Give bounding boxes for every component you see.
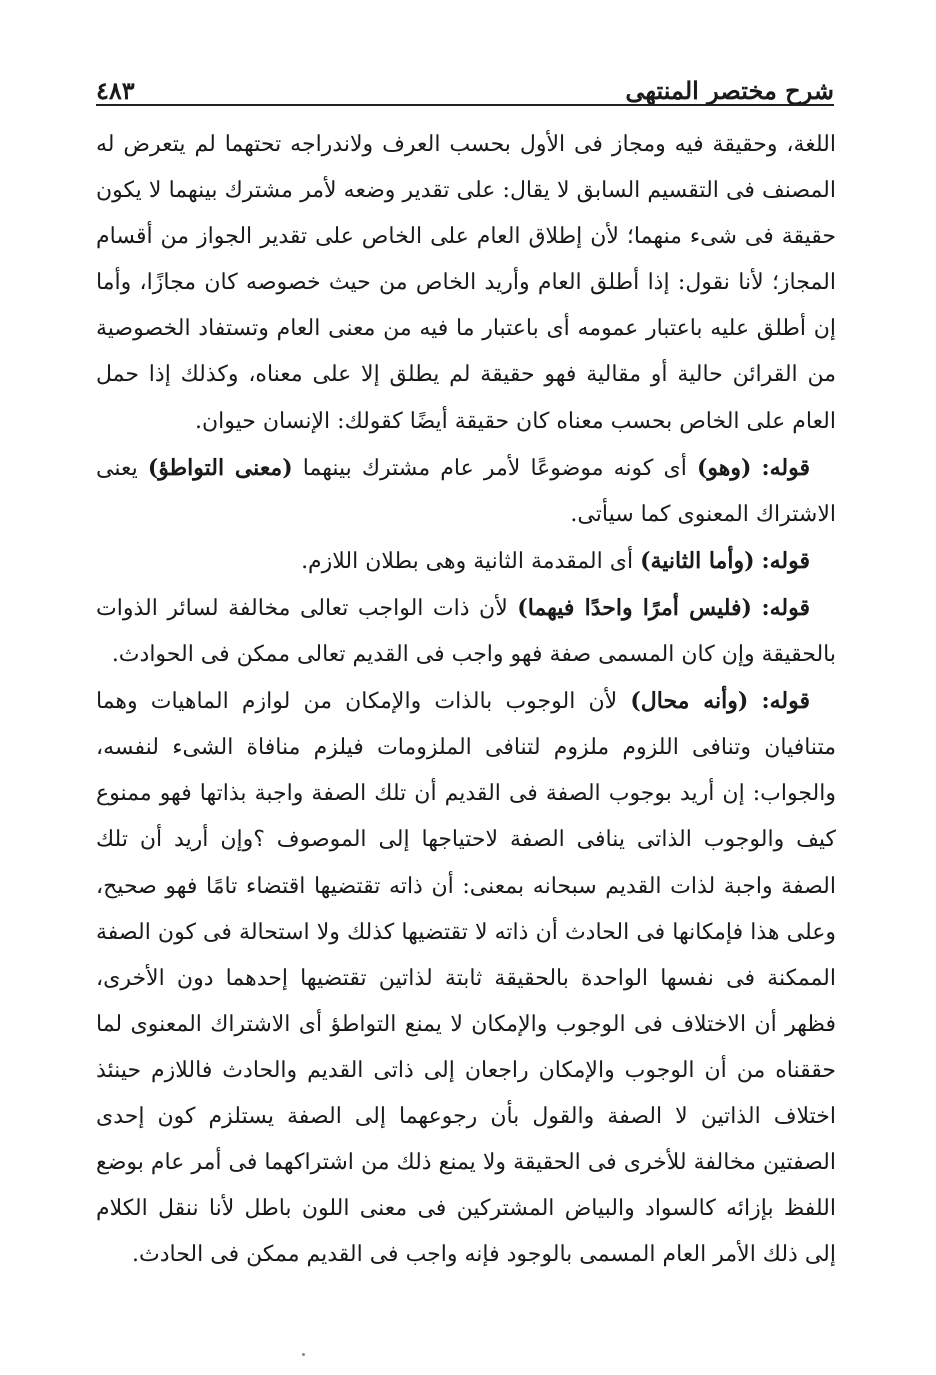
paragraph-commentary (96, 538, 836, 585)
paragraph-commentary (96, 445, 836, 538)
commentary-label: قوله: (761, 547, 810, 574)
paragraph-text: أى المقدمة الثانية وهى بطلان اللازم. (301, 548, 634, 574)
quoted-phrase: (وأما الثانية) (640, 547, 755, 574)
paragraph-text: اللغة، وحقيقة فيه ومجاز فى الأول بحسب العرف ولاندراجه تحتهما لم يتعرض له المصنف فى التقسيم السابق لا يقال: على تقدير وضعه لأمر مشترك بينهما لا يكون حقيقة فى شىء منهما؛ لأن إطلاق العام على الخاص على تقدير الجواز من أقسام المجاز؛ لأنا نقول: إذا أطلق العام وأريد الخاص من حيث خصوصه كان مجازًا، وأما إن أطلق عليه باعتبار عمومه أى باعتبار ما فيه من معنى العام وتستفاد الخصوصية من القرائن حالية أو مقالية فهو حقيقة لم يطلق إلا على معناه، وكذلك إذا حمل العام على الخاص بحسب معناه كان حقيقة أيضًا كقولك: الإنسان حيوان. (96, 132, 836, 434)
paragraph-commentary (96, 678, 836, 1278)
paragraph-text: أى كونه موضوعًا لأمر عام مشترك بينهما (302, 455, 687, 481)
paragraph-commentary (96, 585, 836, 678)
commentary-label: قوله: (761, 688, 811, 715)
footer-mark (302, 1353, 305, 1356)
paragraph-text: لأن ذات الواجب تعالى مخالفة لسائر الذوات بالحقيقة وإن كان المسمى صفة فهو واجب فى القديم تعالى ممكن فى الحوادث. (96, 595, 836, 668)
page-number: ٤٨٣ (96, 76, 135, 105)
paragraph-text: لأن الوجوب بالذات والإمكان من لوازم الماهيات وهما متنافيان وتنافى اللزوم ملزوم لتنافى الملزومات فيلزم منافاة الشىء لنفسه، والجواب: إن أريد بوجوب الصفة فى القديم أن تلك الصفة واجبة بذاتها فهو ممنوع كيف والوجوب الذاتى ينافى الصفة لاحتياجها إلى الموصوف ؟وإن أريد أن تلك الصفة واجبة لذات القديم سبحانه بمعنى: أن ذاته تقتضيها اقتضاء تامًا فهو صحيح، وعلى هذا فإمكانها فى الحادث أن ذاته لا تقتضيها كذلك ولا استحالة فى كون الصفة الممكنة فى نفسها الواحدة بالحقيقة ثابتة لذاتين تقتضيها إحدهما دون الأخرى، فظهر أن الاختلاف فى الوجوب والإمكان لا يمنع التواطؤ أى الاشتراك المعنوى لما حققناه من أن الوجوب والإمكان راجعان إلى ذاتى القديم والحادث فاللازم حينئذ اختلاف الذاتين لا الصفة والقول بأن رجوعهما إلى الصفة يستلزم كون إحدى الصفتين مخالفة للأخرى فى الحقيقة ولا يمنع ذلك من اشتراكهما فى أمر عام بوضع اللفظ بإزائه كالسواد والبياض المشتركين فى معنى اللون باطل لأنا ننقل الكلام إلى ذلك الأمر العام المسمى بالوجود فإنه واجب فى القديم ممكن فى الحادث. (96, 689, 836, 1268)
page-body (96, 122, 836, 1312)
running-title: شرح مختصر المنتهى (625, 76, 834, 105)
quoted-phrase: (وهو) (696, 454, 752, 481)
quoted-phrase: (وأنه محال) (630, 688, 749, 715)
paragraph-continuation (96, 122, 836, 445)
page-header (96, 66, 834, 106)
paragraph-text: يعنى الاشتراك المعنوى كما سيأتى. (96, 455, 836, 527)
quoted-phrase: (معنى التواطؤ) (147, 454, 293, 481)
quoted-phrase: (فليس أمرًا واحدًا فيهما) (517, 594, 752, 621)
commentary-label: قوله: (761, 454, 810, 481)
header-rule (96, 104, 834, 106)
commentary-label: قوله: (761, 594, 810, 621)
